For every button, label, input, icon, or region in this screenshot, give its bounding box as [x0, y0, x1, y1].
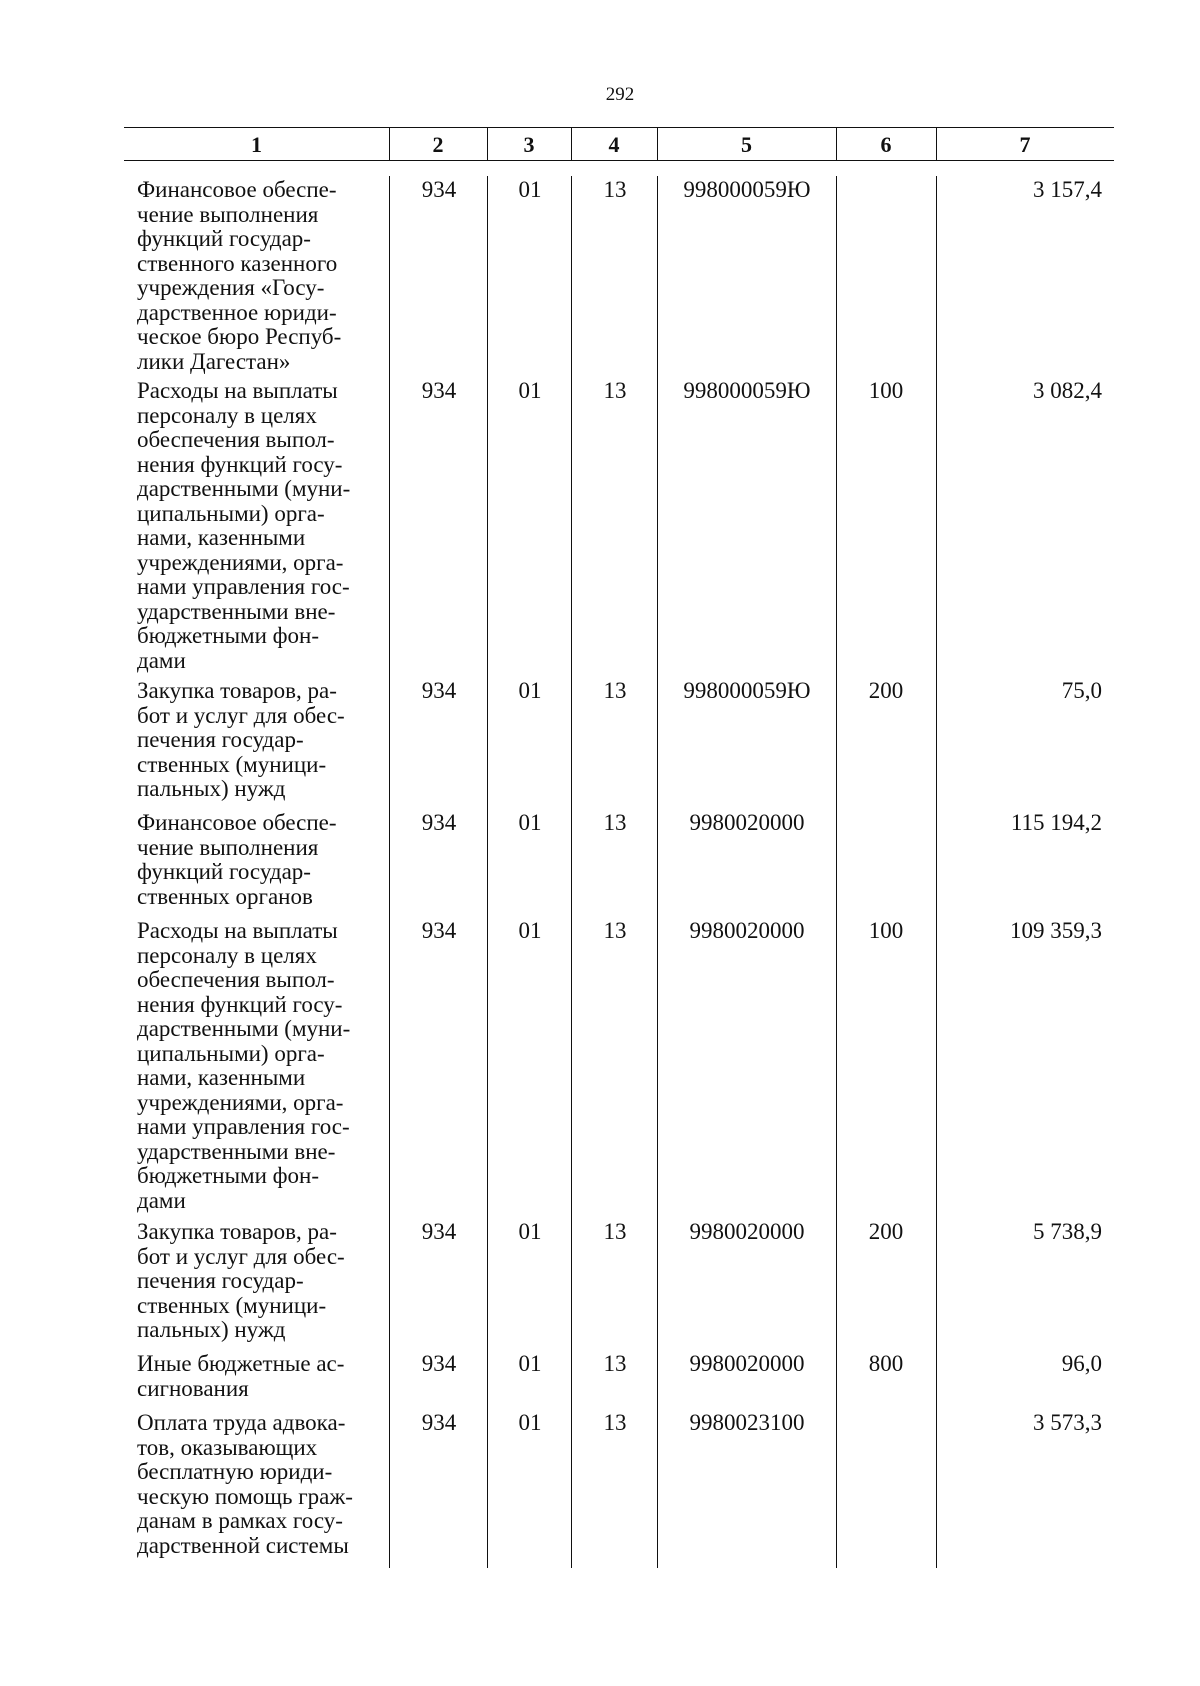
row-description [137, 1411, 387, 1558]
amount: 3 157,4 [1033, 177, 1102, 202]
section-code: 01 [518, 678, 542, 703]
amount: 115 194,2 [1010, 810, 1102, 835]
ministry-code: 934 [421, 177, 457, 202]
target-article-code: 998000059Ю [683, 378, 811, 403]
description-line: нами управления гос- [137, 1114, 350, 1139]
subsection-code: 13 [603, 177, 627, 202]
column-header-5: 5 [741, 132, 752, 157]
description-line: лики Дагестан» [137, 348, 291, 374]
row-description [137, 178, 387, 374]
row-description [137, 1220, 387, 1343]
description-line: учреждения «Госу- [137, 275, 325, 300]
description-line: персоналу в целях [137, 402, 317, 428]
amount: 3 573,3 [1033, 1410, 1102, 1435]
expense-type-code: 200 [868, 678, 904, 703]
description-line: тов, оказывающих [137, 1434, 318, 1460]
description-line: сигнования [137, 1375, 249, 1401]
description-line: дарственное юриди- [137, 299, 337, 325]
ministry-code: 934 [421, 918, 457, 943]
description-line: Оплата труда адвока- [137, 1410, 346, 1435]
description-line: ческую помощь граж- [137, 1483, 353, 1509]
amount: 96,0 [1061, 1351, 1102, 1376]
expense-type-code: 200 [868, 1219, 904, 1244]
page-number: 292 [605, 84, 635, 105]
section-code: 01 [518, 1219, 542, 1244]
column-header-3: 3 [523, 132, 535, 157]
row-description [137, 379, 387, 673]
description-line: функций государ- [137, 226, 311, 251]
description-line: Финансовое обеспе- [137, 810, 337, 835]
description-line: чение выполнения [137, 201, 319, 227]
subsection-code: 13 [603, 1410, 627, 1435]
description-line: учреждениями, орга- [137, 1089, 344, 1115]
description-line: ческое бюро Респуб- [137, 324, 342, 349]
column-header-7: 7 [1019, 132, 1031, 157]
description-line: нами управления гос- [137, 574, 350, 599]
description-line: функций государ- [137, 859, 311, 884]
description-line: бюджетными фон- [137, 623, 320, 648]
target-article-code: 9980020000 [689, 1351, 805, 1376]
amount: 109 359,3 [1010, 918, 1102, 943]
description-line: ударственными вне- [137, 1138, 336, 1164]
description-line: пальных) нужд [137, 776, 286, 801]
subsection-code: 13 [603, 378, 627, 403]
column-header-1: 1 [251, 132, 262, 157]
description-line: бот и услуг для обес- [137, 702, 345, 728]
subsection-code: 13 [603, 810, 627, 835]
row-description [137, 811, 387, 909]
description-line: ственных органов [137, 883, 313, 909]
section-code: 01 [518, 378, 542, 403]
description-line: бесплатную юриди- [137, 1459, 333, 1484]
description-line: обеспечения выпол- [137, 967, 335, 992]
target-article-code: 9980020000 [689, 1219, 805, 1244]
ministry-code: 934 [421, 378, 457, 403]
section-code: 01 [518, 177, 542, 202]
row-description [137, 1352, 387, 1401]
description-line: бюджетными фон- [137, 1163, 320, 1188]
subsection-code: 13 [603, 1351, 627, 1376]
description-line: печения государ- [137, 1268, 304, 1293]
description-line: нами, казенными [137, 1065, 306, 1090]
subsection-code: 13 [603, 678, 627, 703]
expense-type-code: 100 [868, 918, 904, 943]
description-line: Иные бюджетные ас- [137, 1351, 345, 1376]
description-line: учреждениями, орга- [137, 549, 344, 575]
description-line: печения государ- [137, 727, 304, 752]
ministry-code: 934 [421, 678, 457, 703]
description-line: Закупка товаров, ра- [137, 1219, 337, 1244]
description-line: ударственными вне- [137, 598, 336, 624]
description-line: ственных (муници- [137, 751, 327, 777]
ministry-code: 934 [421, 1351, 457, 1376]
description-line: дами [137, 1187, 186, 1213]
description-line: дами [137, 647, 186, 673]
expense-type-code: 800 [868, 1351, 904, 1376]
column-header-6: 6 [880, 132, 892, 157]
column-header-4: 4 [608, 132, 620, 157]
description-line: ственного казенного [137, 250, 338, 276]
description-line: нами, казенными [137, 525, 306, 550]
description-line: дарственными (муни- [137, 1016, 351, 1041]
section-code: 01 [518, 1410, 542, 1435]
description-line: нения функций госу- [137, 991, 343, 1017]
ministry-code: 934 [421, 1410, 457, 1435]
description-line: дарственной системы [137, 1532, 349, 1558]
section-code: 01 [518, 810, 542, 835]
description-line: Расходы на выплаты [137, 378, 338, 403]
amount: 3 082,4 [1033, 378, 1102, 403]
target-article-code: 998000059Ю [683, 177, 811, 202]
ministry-code: 934 [421, 810, 457, 835]
section-code: 01 [518, 918, 542, 943]
description-line: дарственными (муни- [137, 476, 351, 501]
expense-type-code: 100 [868, 378, 904, 403]
target-article-code: 9980023100 [689, 1410, 805, 1435]
table-top-rule [124, 127, 1114, 128]
target-article-code: 998000059Ю [683, 678, 811, 703]
description-line: обеспечения выпол- [137, 427, 335, 452]
ministry-code: 934 [421, 1219, 457, 1244]
row-description [137, 919, 387, 1213]
subsection-code: 13 [603, 918, 627, 943]
target-article-code: 9980020000 [689, 810, 805, 835]
subsection-code: 13 [603, 1219, 627, 1244]
description-line: Закупка товаров, ра- [137, 678, 337, 703]
description-line: бот и услуг для обес- [137, 1243, 345, 1269]
description-line: данам в рамках госу- [137, 1508, 343, 1533]
description-line: чение выполнения [137, 834, 319, 860]
column-header-2: 2 [432, 132, 444, 157]
description-line: пальных) нужд [137, 1317, 286, 1342]
header-bottom-rule [124, 160, 1114, 161]
row-description [137, 679, 387, 802]
description-line: персоналу в целях [137, 942, 317, 968]
target-article-code: 9980020000 [689, 918, 805, 943]
description-line: ципальными) орга- [137, 1040, 325, 1066]
section-code: 01 [518, 1351, 542, 1376]
amount: 5 738,9 [1033, 1219, 1102, 1244]
amount: 75,0 [1061, 678, 1102, 703]
description-line: ципальными) орга- [137, 500, 325, 526]
description-line: ственных (муници- [137, 1292, 327, 1318]
description-line: Расходы на выплаты [137, 918, 338, 943]
description-line: Финансовое обеспе- [137, 177, 337, 202]
description-line: нения функций госу- [137, 451, 343, 477]
